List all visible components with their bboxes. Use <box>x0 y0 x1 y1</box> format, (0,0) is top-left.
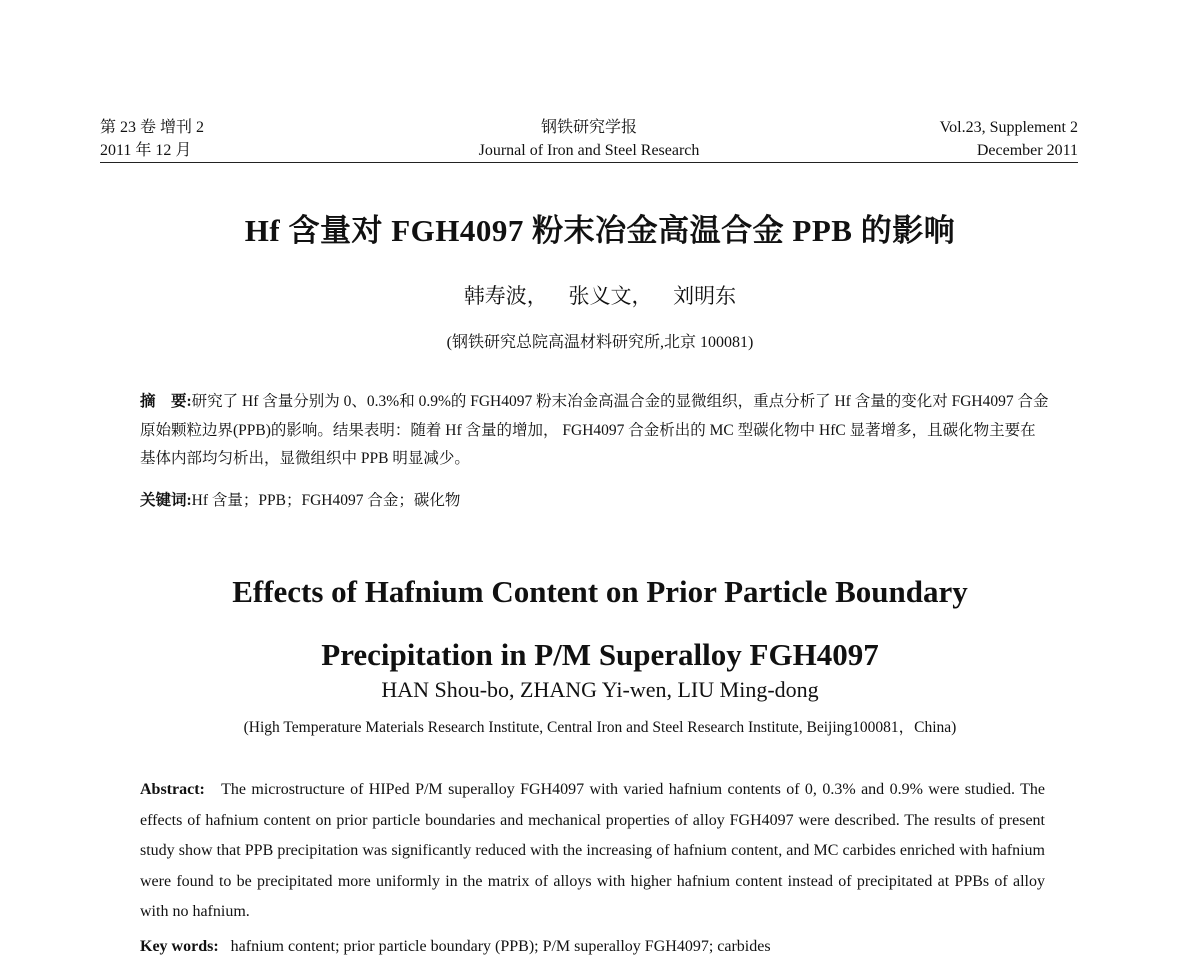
abstract-en <box>140 775 1045 928</box>
paper-title-en <box>0 560 1200 686</box>
keywords-label-cn: 关键词: <box>140 492 192 509</box>
abstract-label-en: Abstract: <box>140 781 205 798</box>
authors-cn: 韩寿波， 张义文， 刘明东 <box>463 284 737 308</box>
paper-title-en-line1: Effects of Hafnium Content on Prior Particle Boundary <box>232 574 968 609</box>
journal-name-en: Journal of Iron and Steel Research <box>478 142 700 159</box>
authors-en: HAN Shou-bo, ZHANG Yi-wen, LIU Ming-dong <box>381 677 819 702</box>
journal-name-cn: 钢铁研究学报 <box>540 119 637 136</box>
journal-header <box>100 116 1078 163</box>
abstract-text-en: The microstructure of HIPed P/M superalloy FGH4097 with varied hafnium contents of 0, 0.3% and 0.9% were studied. The effects of hafnium content on prior particle boundaries and mechanical properties of alloy FGH4097 were described. The results of present study show that PPB precipitation was significantly reduced with the increasing of hafnium content, and MC carbides enriched with hafnium were found to be precipitated more uniformly in the matrix of alloys with higher hafnium content instead of precipitated at PPBs of alloy with no hafnium. <box>140 781 1046 920</box>
keywords-text-cn: Hf 含量；PPB；FGH4097 合金；碳化物 <box>191 492 461 509</box>
keywords-cn <box>140 487 1050 515</box>
abstract-label-cn: 摘 要: <box>140 393 192 410</box>
journal-name <box>100 116 1078 162</box>
date-cn: 2011 年 12 月 <box>100 142 192 159</box>
paper-title-en-line2: Precipitation in P/M Superalloy FGH4097 <box>321 637 879 672</box>
abstract-cn <box>140 388 1050 474</box>
abstract-text-cn: 研究了 Hf 含量分别为 0、0.3%和 0.9%的 FGH4097 粉末冶金高温合金的显微组织，重点分析了 Hf 含量的变化对 FGH4097 合金原始颗粒边界(PPB)的影响。结果表明：随着 Hf 含量的增加， FGH4097 合金析出的 MC 型碳化物中 HfC 显著增多，且碳化物主要在基体内部均匀析出，显微组织中 PPB 明显减少。 <box>140 393 1049 467</box>
date-en: December 2011 <box>976 142 1078 159</box>
volume-supplement-en: Vol.23, Supplement 2 <box>939 119 1078 136</box>
keywords-text-en: hafnium content; prior particle boundary (PPB); P/M superalloy FGH4097; carbides <box>230 938 771 955</box>
volume-en <box>940 116 1078 162</box>
keywords-en <box>140 935 1045 959</box>
volume-cn: 第 23 卷 增刊 2 <box>100 119 205 136</box>
paper-title-cn: Hf 含量对 FGH4097 粉末冶金高温合金 PPB 的影响 <box>244 213 956 248</box>
affiliation-cn: (钢铁研究总院高温材料研究所,北京 100081) <box>446 334 754 351</box>
affiliation-en: (High Temperature Materials Research Institute, Central Iron and Steel Research Institute, Beijing100081，China) <box>243 719 957 736</box>
keywords-label-en: Key words: <box>140 938 219 955</box>
